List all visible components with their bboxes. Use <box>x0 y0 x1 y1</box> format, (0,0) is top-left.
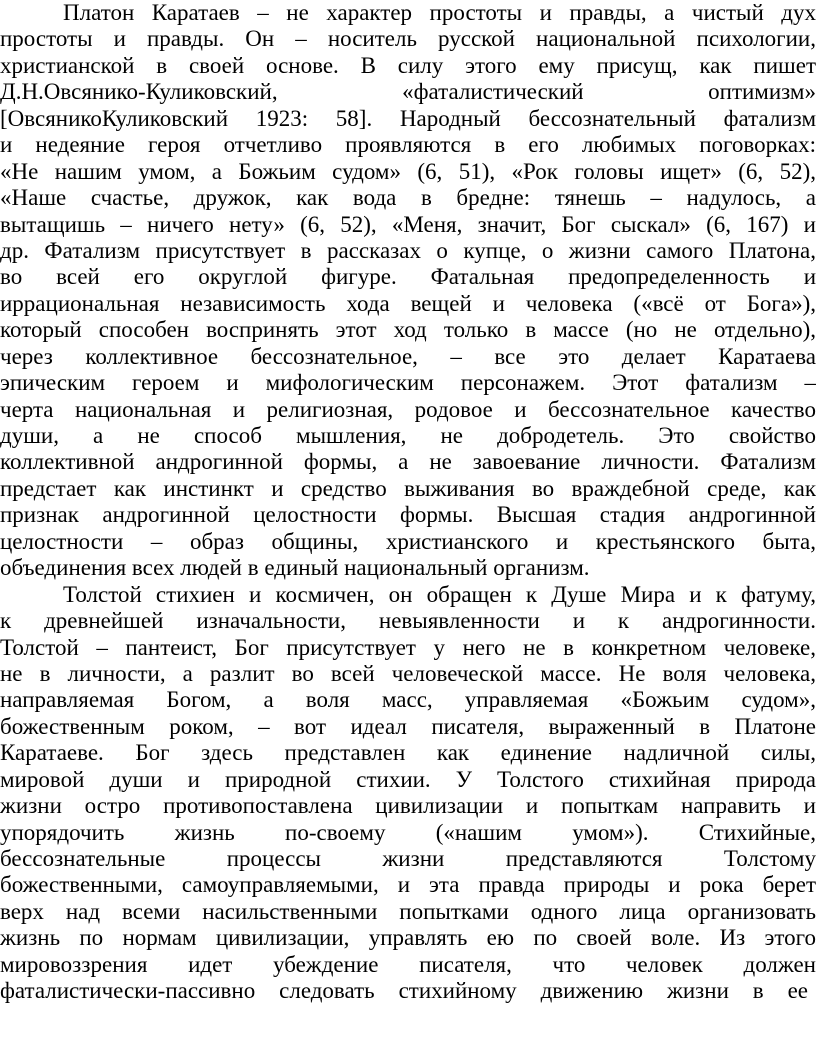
text-line: жизнь по нормам цивилизации, управлять ею по своей воле. Из этого <box>0 925 816 951</box>
paragraph-tolstoy <box>0 582 816 1005</box>
text-line: который способен воспринять этот ход только в массе (но не отдельно), <box>0 317 816 343</box>
text-line: направляемая Богом, а воля масс, управляемая «Божьим судом», <box>0 687 816 713</box>
text-line: эпическим героем и мифологическим персонажем. Этот фатализм – <box>0 370 816 396</box>
text-line: черта национальная и религиозная, родовое и бессознательное качество <box>0 396 816 422</box>
text-line: верх над всеми насильственными попытками одного лица организовать <box>0 898 816 924</box>
text-line: через коллективное бессознательное, – все это делает Каратаева <box>0 343 816 369</box>
text-line: и недеяние героя отчетливо проявляются в его любимых поговорках: <box>0 132 816 158</box>
text-line: иррациональная независимость хода вещей и человека («всё от Бога»), <box>0 290 816 316</box>
text-line: во всей его округлой фигуре. Фатальная предопределенность и <box>0 264 816 290</box>
text-line: Толстой стихиен и космичен, он обращен к Душе Мира и к фатуму, <box>63 581 816 607</box>
text-line: к древнейшей изначальности, невыявленности и к андрогинности. <box>0 608 816 634</box>
text-line: «Наше счастье, дружок, как вода в бредне: тянешь – надулось, а <box>0 185 816 211</box>
text-line: бессознательные процессы жизни представляются Толстому <box>0 846 816 871</box>
text-line: души, а не способ мышления, не добродетель. Это свойство <box>0 423 816 448</box>
text-line: жизни остро противопоставлена цивилизации и попыткам направить и <box>0 793 816 819</box>
text-line: вытащишь – ничего нету» (6, 52), «Меня, значит, Бог сыскал» (6, 167) и <box>0 211 816 237</box>
text-line: христианской в своей основе. В силу этого ему присущ, как пишет <box>0 52 816 78</box>
text-line: Д.Н.Овсянико-Куликовский, «фаталистический оптимизм» <box>0 79 816 105</box>
text-line: упорядочить жизнь по-своему («нашим умом»). Стихийные, <box>0 819 816 845</box>
text-line: простоты и правды. Он – носитель русской национальной психологии, <box>0 26 816 52</box>
text-line: не в личности, а разлит во всей человеческой массе. Не воля человека, <box>0 660 816 686</box>
text-line: «Не нашим умом, а Божьим судом» (6, 51), «Рок головы ищет» (6, 52), <box>0 158 816 184</box>
text-line: фаталистически-пассивно следовать стихийному движению жизни в ее <box>0 978 808 1004</box>
text-line: [ОвсяникоКуликовский 1923: 58]. Народный бессознательный фатализм <box>0 105 816 131</box>
text-line: предстает как инстинкт и средство выживания во враждебной среде, как <box>0 475 816 501</box>
text-line: объединения всех людей в единый национальный организм. <box>0 555 590 581</box>
text-line: др. Фатализм присутствует в рассказах о купце, о жизни самого Платона, <box>0 237 816 263</box>
text-line: Платон Каратаев – не характер простоты и правды, а чистый дух <box>63 0 816 25</box>
text-line: божественным роком, – вот идеал писателя, выраженный в Платоне <box>0 713 816 739</box>
text-line: Толстой – пантеист, Бог присутствует у него не в конкретном человеке, <box>0 634 816 660</box>
text-line: божественными, самоуправляемыми, и эта правда природы и рока берет <box>0 872 816 898</box>
text-line: целостности – образ общины, христианского и крестьянского быта, <box>0 528 816 554</box>
text-line: мировой души и природной стихии. У Толстого стихийная природа <box>0 766 816 792</box>
text-line: мировоззрения идет убеждение писателя, что человек должен <box>0 951 816 977</box>
text-line: Каратаеве. Бог здесь представлен как единение надличной силы, <box>0 740 816 766</box>
text-line: признак андрогинной целостности формы. Высшая стадия андрогинной <box>0 502 816 528</box>
text-line: коллективной андрогинной формы, а не завоевание личности. Фатализм <box>0 449 816 475</box>
